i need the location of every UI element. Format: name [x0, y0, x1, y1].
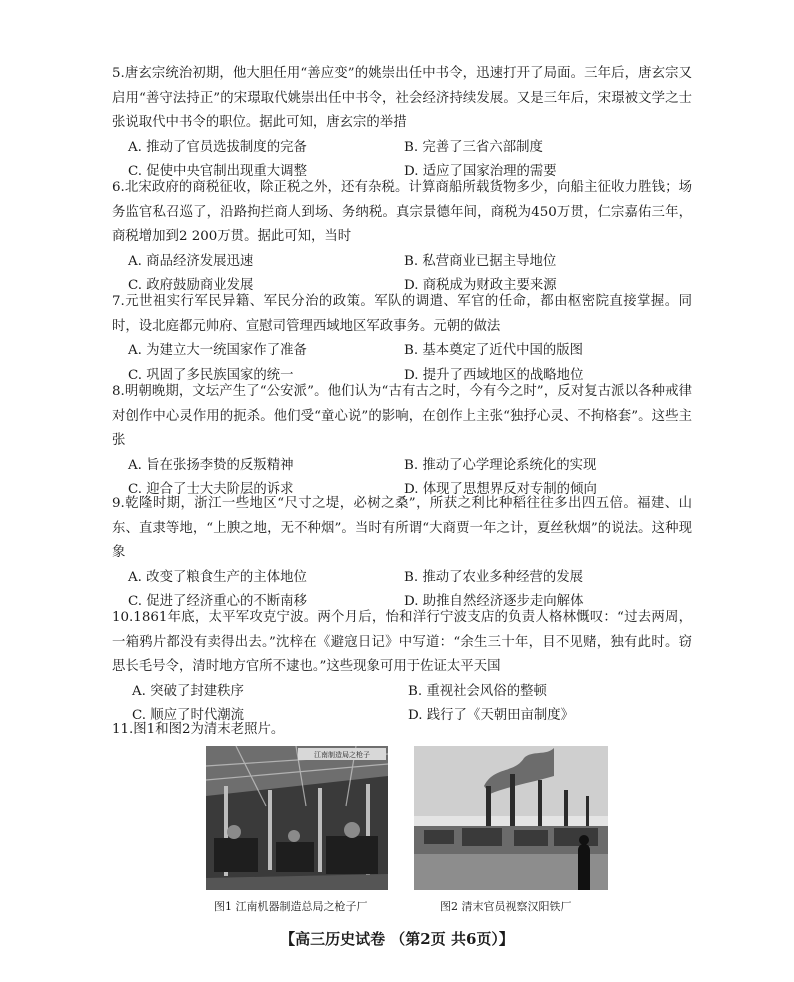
- option-d: D. 提升了西域地区的战略地位: [404, 367, 584, 383]
- question-9: [112, 492, 692, 615]
- option-a: A. 商品经济发展迅速: [128, 253, 254, 269]
- figure-1-caption: 图1 江南机器制造总局之枪子厂: [214, 900, 368, 913]
- option-d: D. 体现了思想界反对专制的倾向: [404, 482, 597, 498]
- question-stem: 6.北宋政府的商税征收，除正税之外，还有杂税。计算商船所载货物多少，向船主征收力胜钱；场务监官私召巡了，沿路拘拦商人到场、务纳税。真宗景德年间，商税为450万贯，仁宗嘉佑三年，商税增加到2 200万贯。据此可知，当时: [112, 180, 692, 245]
- question-stem: 7.元世祖实行军民异籍、军民分治的政策。军队的调遣、军官的任命，都由枢密院直接掌握。同时，设北庭都元帅府、宣慰司管理西域地区军政事务。元朝的做法: [112, 294, 692, 334]
- option-b: B. 完善了三省六部制度: [404, 139, 543, 155]
- option-d: D. 践行了《天朝田亩制度》: [408, 708, 575, 724]
- option-a: A. 推动了官员选拔制度的完备: [128, 139, 307, 155]
- question-5: [112, 62, 692, 185]
- figure-2-caption: 图2 清末官员视察汉阳铁厂: [440, 900, 572, 913]
- option-a: A. 改变了粮食生产的主体地位: [128, 569, 307, 585]
- option-b: B. 推动了农业多种经营的发展: [404, 569, 584, 585]
- option-b: B. 重视社会风俗的整顿: [408, 683, 547, 699]
- question-10: [112, 606, 692, 729]
- question-8: [112, 380, 692, 503]
- question-7: [112, 290, 692, 388]
- option-b: B. 私营商业已据主导地位: [404, 253, 557, 269]
- option-c: C. 巩固了多民族国家的统一: [128, 367, 294, 383]
- option-d: D. 助推自然经济逐步走向解体: [404, 594, 584, 610]
- option-a: A. 旨在张扬李贽的反叛精神: [128, 457, 294, 473]
- question-stem: 5.唐玄宗统治初期，他大胆任用“善应变”的姚崇出任中书令，迅速打开了局面。三年后，唐玄宗又启用“善守法持正”的宋璟取代姚崇出任中书令，社会经济持续发展。又是三年后，宋璟被文学之士张说取代中书令的职位。据此可知，唐玄宗的举措: [112, 66, 692, 131]
- option-d: D. 商税成为财政主要来源: [404, 278, 557, 294]
- figure-1-inset-label: 江南制造局之枪子: [314, 751, 370, 759]
- option-a: A. 突破了封建秩序: [132, 683, 244, 699]
- figure-2-photo: [414, 746, 608, 890]
- option-d: D. 适应了国家治理的需要: [404, 164, 557, 180]
- question-stem: 10.1861年底，太平军攻克宁波。两个月后，怡和洋行宁波支店的负责人格林慨叹：“过去两周，一箱鸦片都没有卖得出去。”沈梓在《避寇日记》中写道：“余生三十年，目不见赌，独有此时。窃思长毛号令，清时地方官所不逮也。”这些现象可用于佐证太平天国: [112, 610, 692, 675]
- option-c: C. 促进了经济重心的不断南移: [128, 594, 307, 610]
- page-footer: 【高三历史试卷 （第2页 共6页）】: [280, 930, 514, 948]
- option-c: C. 顺应了时代潮流: [132, 708, 245, 724]
- option-c: C. 政府鼓励商业发展: [128, 278, 254, 294]
- option-b: B. 基本奠定了近代中国的版图: [404, 343, 584, 359]
- option-c: C. 促使中央官制出现重大调整: [128, 164, 307, 180]
- question-11: [112, 718, 692, 743]
- question-stem: 9.乾隆时期，浙江一些地区“尺寸之堤，必树之桑”，所获之利比种稻往往多出四五倍。福建、山东、直隶等地，“上腴之地，无不种烟”。当时有所谓“大商贾一年之计，夏丝秋烟”的说法。这种现象: [112, 496, 692, 561]
- question-stem: 11.图1和图2为清末老照片。: [112, 722, 285, 737]
- question-stem: 8.明朝晚期，文坛产生了“公安派”。他们认为“古有古之时，今有今之时”，反对复古派以各种戒律对创作中心灵作用的扼杀。他们受“童心说”的影响，在创作上主张“独抒心灵、不拘格套”。这些主张: [112, 384, 692, 449]
- option-c: C. 迎合了士大夫阶层的诉求: [128, 482, 294, 498]
- figure-2-image: [414, 746, 608, 890]
- option-a: A. 为建立大一统国家作了准备: [128, 343, 307, 359]
- figure-1-photo: [206, 746, 388, 890]
- figure-1-image: [206, 746, 388, 890]
- question-6: [112, 176, 692, 299]
- option-b: B. 推动了心学理论系统化的实现: [404, 457, 597, 473]
